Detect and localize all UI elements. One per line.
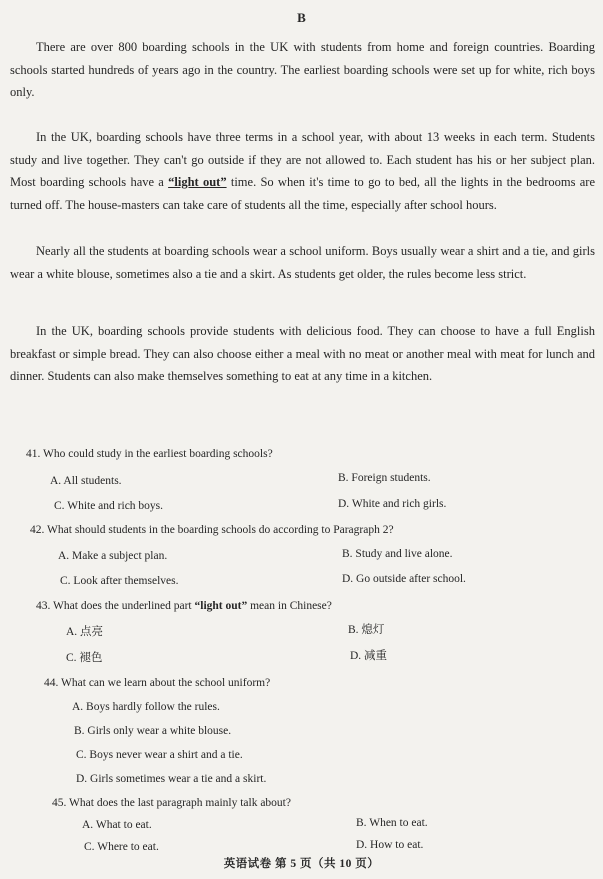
- q45-option-a: A. What to eat.: [82, 819, 152, 831]
- q43-option-d: D. 减重: [350, 650, 388, 662]
- paragraph-1: There are over 800 boarding schools in the UK with students from home and foreign countries. Boarding schools started hundreds of years ago in the country. The earliest boarding schools were set up for white, rich boys only.: [10, 40, 595, 99]
- paragraph-2: [10, 126, 595, 216]
- q42-option-b: B. Study and live alone.: [342, 548, 453, 560]
- q42-option-c: C. Look after themselves.: [60, 575, 179, 587]
- q44-option-a: A. Boys hardly follow the rules.: [72, 701, 220, 713]
- question-44: 44. What can we learn about the school uniform?: [44, 677, 271, 689]
- paragraph-2-text-after: time. So when it's time to go to bed, all the lights in the bedrooms are turned off. The house-masters can take care of students all the time, especially after school hours.: [10, 175, 595, 212]
- q42-option-d: D. Go outside after school.: [342, 573, 466, 585]
- q43-option-b: B. 熄灯: [348, 624, 385, 636]
- q44-option-c: C. Boys never wear a shirt and a tie.: [76, 749, 243, 761]
- q45-option-c: C. Where to eat.: [84, 841, 159, 853]
- question-42: 42. What should students in the boarding schools do according to Paragraph 2?: [30, 524, 394, 536]
- question-41: 41. Who could study in the earliest boarding schools?: [26, 448, 273, 460]
- page-footer: 英语试卷 第 5 页（共 10 页）: [223, 858, 380, 870]
- q41-option-c: C. White and rich boys.: [54, 500, 164, 512]
- question-45: 45. What does the last paragraph mainly talk about?: [52, 797, 291, 809]
- q45-option-b: B. When to eat.: [356, 817, 428, 829]
- q43-option-c: C. 褪色: [66, 652, 103, 664]
- question-43: 43. What does the underlined part “light out” mean in Chinese?: [36, 600, 332, 612]
- q42-option-a: A. Make a subject plan.: [58, 550, 168, 562]
- q41-option-b: B. Foreign students.: [338, 472, 431, 484]
- paragraph-3: Nearly all the students at boarding schools wear a school uniform. Boys usually wear a shirt and a tie, and girls wear a white blouse, sometimes also a tie and a skirt. As students get older, the rules become less strict.: [10, 244, 595, 281]
- paragraph-4: In the UK, boarding schools provide students with delicious food. They can choose to have a full English breakfast or simple bread. They can also choose either a meal with no meat or another meal with meat for lunch and dinner. Students can also make themselves something to eat at any time in a kitchen.: [10, 324, 595, 383]
- q41-option-d: D. White and rich girls.: [338, 498, 447, 510]
- underlined-phrase: “light out”: [168, 175, 227, 189]
- q43-option-a: A. 点亮: [66, 626, 104, 638]
- paragraph-2-text-before: In the UK, boarding schools have three terms in a school year, with about 13 weeks in each term. Students study and live together. They can't go outside if they are not allowed to. Each student has his or her subject plan. Most boarding schools have a: [10, 130, 595, 189]
- q44-option-d: D. Girls sometimes wear a tie and a skirt.: [76, 773, 267, 785]
- section-heading: B: [297, 10, 306, 25]
- q44-option-b: B. Girls only wear a white blouse.: [74, 725, 232, 737]
- q41-option-a: A. All students.: [50, 475, 122, 487]
- q45-option-d: D. How to eat.: [356, 839, 424, 851]
- question-43-quoted-phrase: “light out”: [194, 600, 248, 612]
